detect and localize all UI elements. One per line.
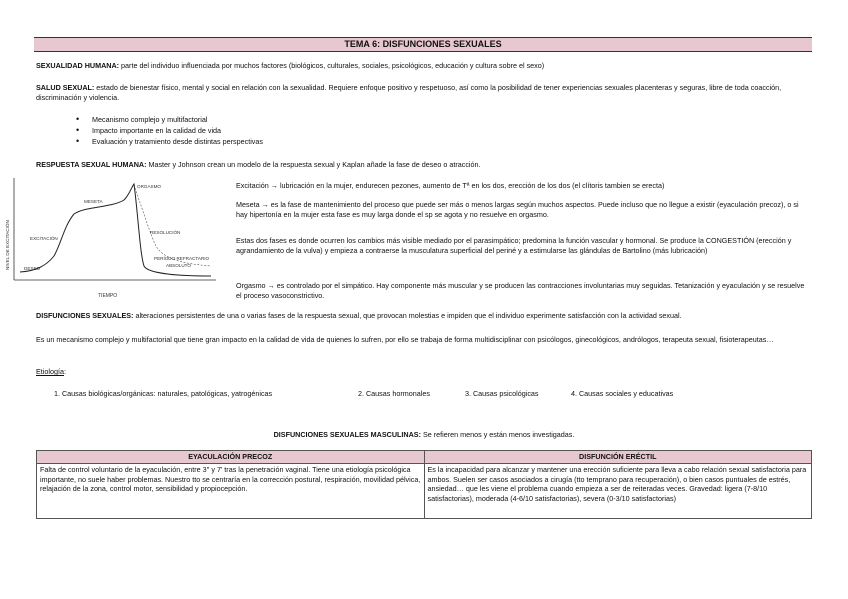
masculinas-heading	[36, 430, 812, 440]
etiologia-label: Etiología	[36, 367, 64, 376]
etiologia-item-2: 2. Causas hormonales	[358, 389, 430, 398]
orgasmo-text: Orgasmo → es controlado por el simpático. Hay componente más muscular y se producen las contracciones involuntarias muy seguidas. Tetanización y eyaculación y se resuelve el proceso vasoconstrictivo.	[236, 281, 805, 300]
table-header-row	[37, 451, 812, 464]
table-header-eyaculacion: EYACULACIÓN PRECOZ	[37, 451, 425, 464]
etiologia-heading	[36, 367, 66, 377]
salud-label: SALUD SEXUAL:	[36, 83, 95, 92]
excitacion-text: Excitación → lubricación en la mujer, endurecen pezones, aumento de Tª en los dos, erección de los dos (el clítoris tambien se erecta)	[236, 181, 665, 190]
masculinas-label: DISFUNCIONES SEXUALES MASCULINAS:	[273, 430, 421, 439]
table-row	[37, 464, 812, 519]
phase-refractario-label: PERÍODO REFRACTARIO	[154, 256, 210, 261]
respuesta-paragraph	[36, 160, 806, 170]
list-item: • Impacto importante en la calidad de vida	[76, 126, 476, 137]
y-axis-label: NIVEL DE EXCITACIÓN	[5, 220, 10, 270]
sexual-response-diagram	[6, 174, 228, 302]
refractory-curve	[135, 188, 211, 266]
phase-resolucion-label: RESOLUCIÓN	[150, 230, 181, 235]
masculinas-text: Se refieren menos y están menos investigadas.	[420, 430, 575, 439]
list-item: • Mecanismo complejo y multifactorial	[76, 115, 476, 126]
table-cell-eyaculacion: Falta de control voluntario de la eyaculación, entre 3'' y 7' tras la penetración vaginal. Tiene una etiología psicológica importante, no suele haber problemas. Nuestro tto se centraría en la corrección postural, respiración, movilidad pélvica, relajación de la zona, control motor, sensibilidad y propiocepción.	[37, 464, 425, 519]
salud-text: estado de bienestar físico, mental y social en relación con la sexualidad. Requiere enfoque positivo y respetuoso, así como la posibilidad de tener experiencias sexuales placenteras y seguras, libre de toda coacción, discriminación y violencia.	[36, 83, 782, 102]
etiologia-item-4: 4. Causas sociales y educativas	[571, 389, 674, 398]
table-cell-disfuncion: Es la incapacidad para alcanzar y mantener una erección suficiente para lleva a cabo relación sexual satisfactoria para ambos. Suelen ser casos asociados a cirugía (tto temprano para recuperación), o bien casos puntuales de estrés, ansiedad… que les viene el problema cuando empieza a ser de reiteradas veces. Gravedad: ligera (7-8/10 satisfactorias), moderada (4-6/10 satisfactorias), severa (0-3/10 satisfactorias)	[424, 464, 812, 519]
meseta-text: Meseta → es la fase de mantenimiento del proceso que puede ser más o menos largas según muchos aspectos. Puede incluso que no llegue a existir (eyaculación precoz), o si hay hipertonía en la mujer esta fase es muy larga donde el sp se agota y no resuelve en orgasmo.	[236, 200, 799, 219]
etiologia-item-3: 3. Causas psicológicas	[465, 389, 539, 398]
respuesta-text: Master y Johnson crean un modelo de la respuesta sexual y Kaplan añade la fase de deseo o atracción.	[146, 160, 481, 169]
sexualidad-label: SEXUALIDAD HUMANA:	[36, 61, 120, 70]
phase-orgasmo-label: ORGASMO	[137, 184, 161, 189]
parasimpatico-text: Estas dos fases es donde ocurren los cambios más visible mediado por el parasimpático; predomina la función vascular y hormonal. Se produce la CONGESTIÓN (erección y agrandamiento de la vulva) y empieza a contraerse la musculatura superficial del periné y a estimularse las glándulas de Bartolino (más lubricación)	[236, 236, 792, 255]
phase-meseta-label: MESETA	[84, 199, 103, 204]
sexualidad-paragraph	[36, 61, 806, 71]
disfunciones-paragraph-2: Es un mecanismo complejo y multifactorial que tiene gran impacto en la calidad de vida de quienes lo sufren, por ello se trabaja de forma multidisciplinar con psicólogos, ginecológicos, andrólogos, terapeuta sexual, fisioterapeutas…	[36, 335, 774, 344]
etiologia-colon: :	[63, 367, 66, 376]
bullet-list	[76, 115, 476, 148]
page-title: TEMA 6: DISFUNCIONES SEXUALES	[34, 37, 812, 52]
sexualidad-text: parte del individuo influenciada por muchos factores (biológicos, culturales, sociales, psicológicos, educación y cultura sobre el sexo)	[119, 61, 545, 70]
disfunciones-label: DISFUNCIONES SEXUALES:	[36, 311, 134, 320]
disfunciones-table	[36, 450, 812, 519]
phase-excitacion-label: EXCITACIÓN	[30, 236, 58, 241]
respuesta-label: RESPUESTA SEXUAL HUMANA:	[36, 160, 147, 169]
phase-refractario-absoluto-label: ABSOLUTO	[166, 263, 191, 268]
list-item: • Evaluación y tratamiento desde distintas perspectivas	[76, 137, 476, 148]
phase-deseo-label: DESEO	[24, 266, 41, 271]
salud-paragraph	[36, 83, 806, 102]
table-header-disfuncion: DISFUNCIÓN ERÉCTIL	[424, 451, 812, 464]
x-axis-label: TIEMPO	[98, 293, 118, 299]
disfunciones-text: alteraciones persistentes de una o varias fases de la respuesta sexual, que provocan molestias e impiden que el individuo experimente satisfacción con la actividad sexual.	[133, 311, 682, 320]
disfunciones-paragraph	[36, 311, 806, 321]
etiologia-item-1: 1. Causas biológicas/orgánicas: naturales, patológicas, yatrogénicas	[54, 389, 273, 398]
